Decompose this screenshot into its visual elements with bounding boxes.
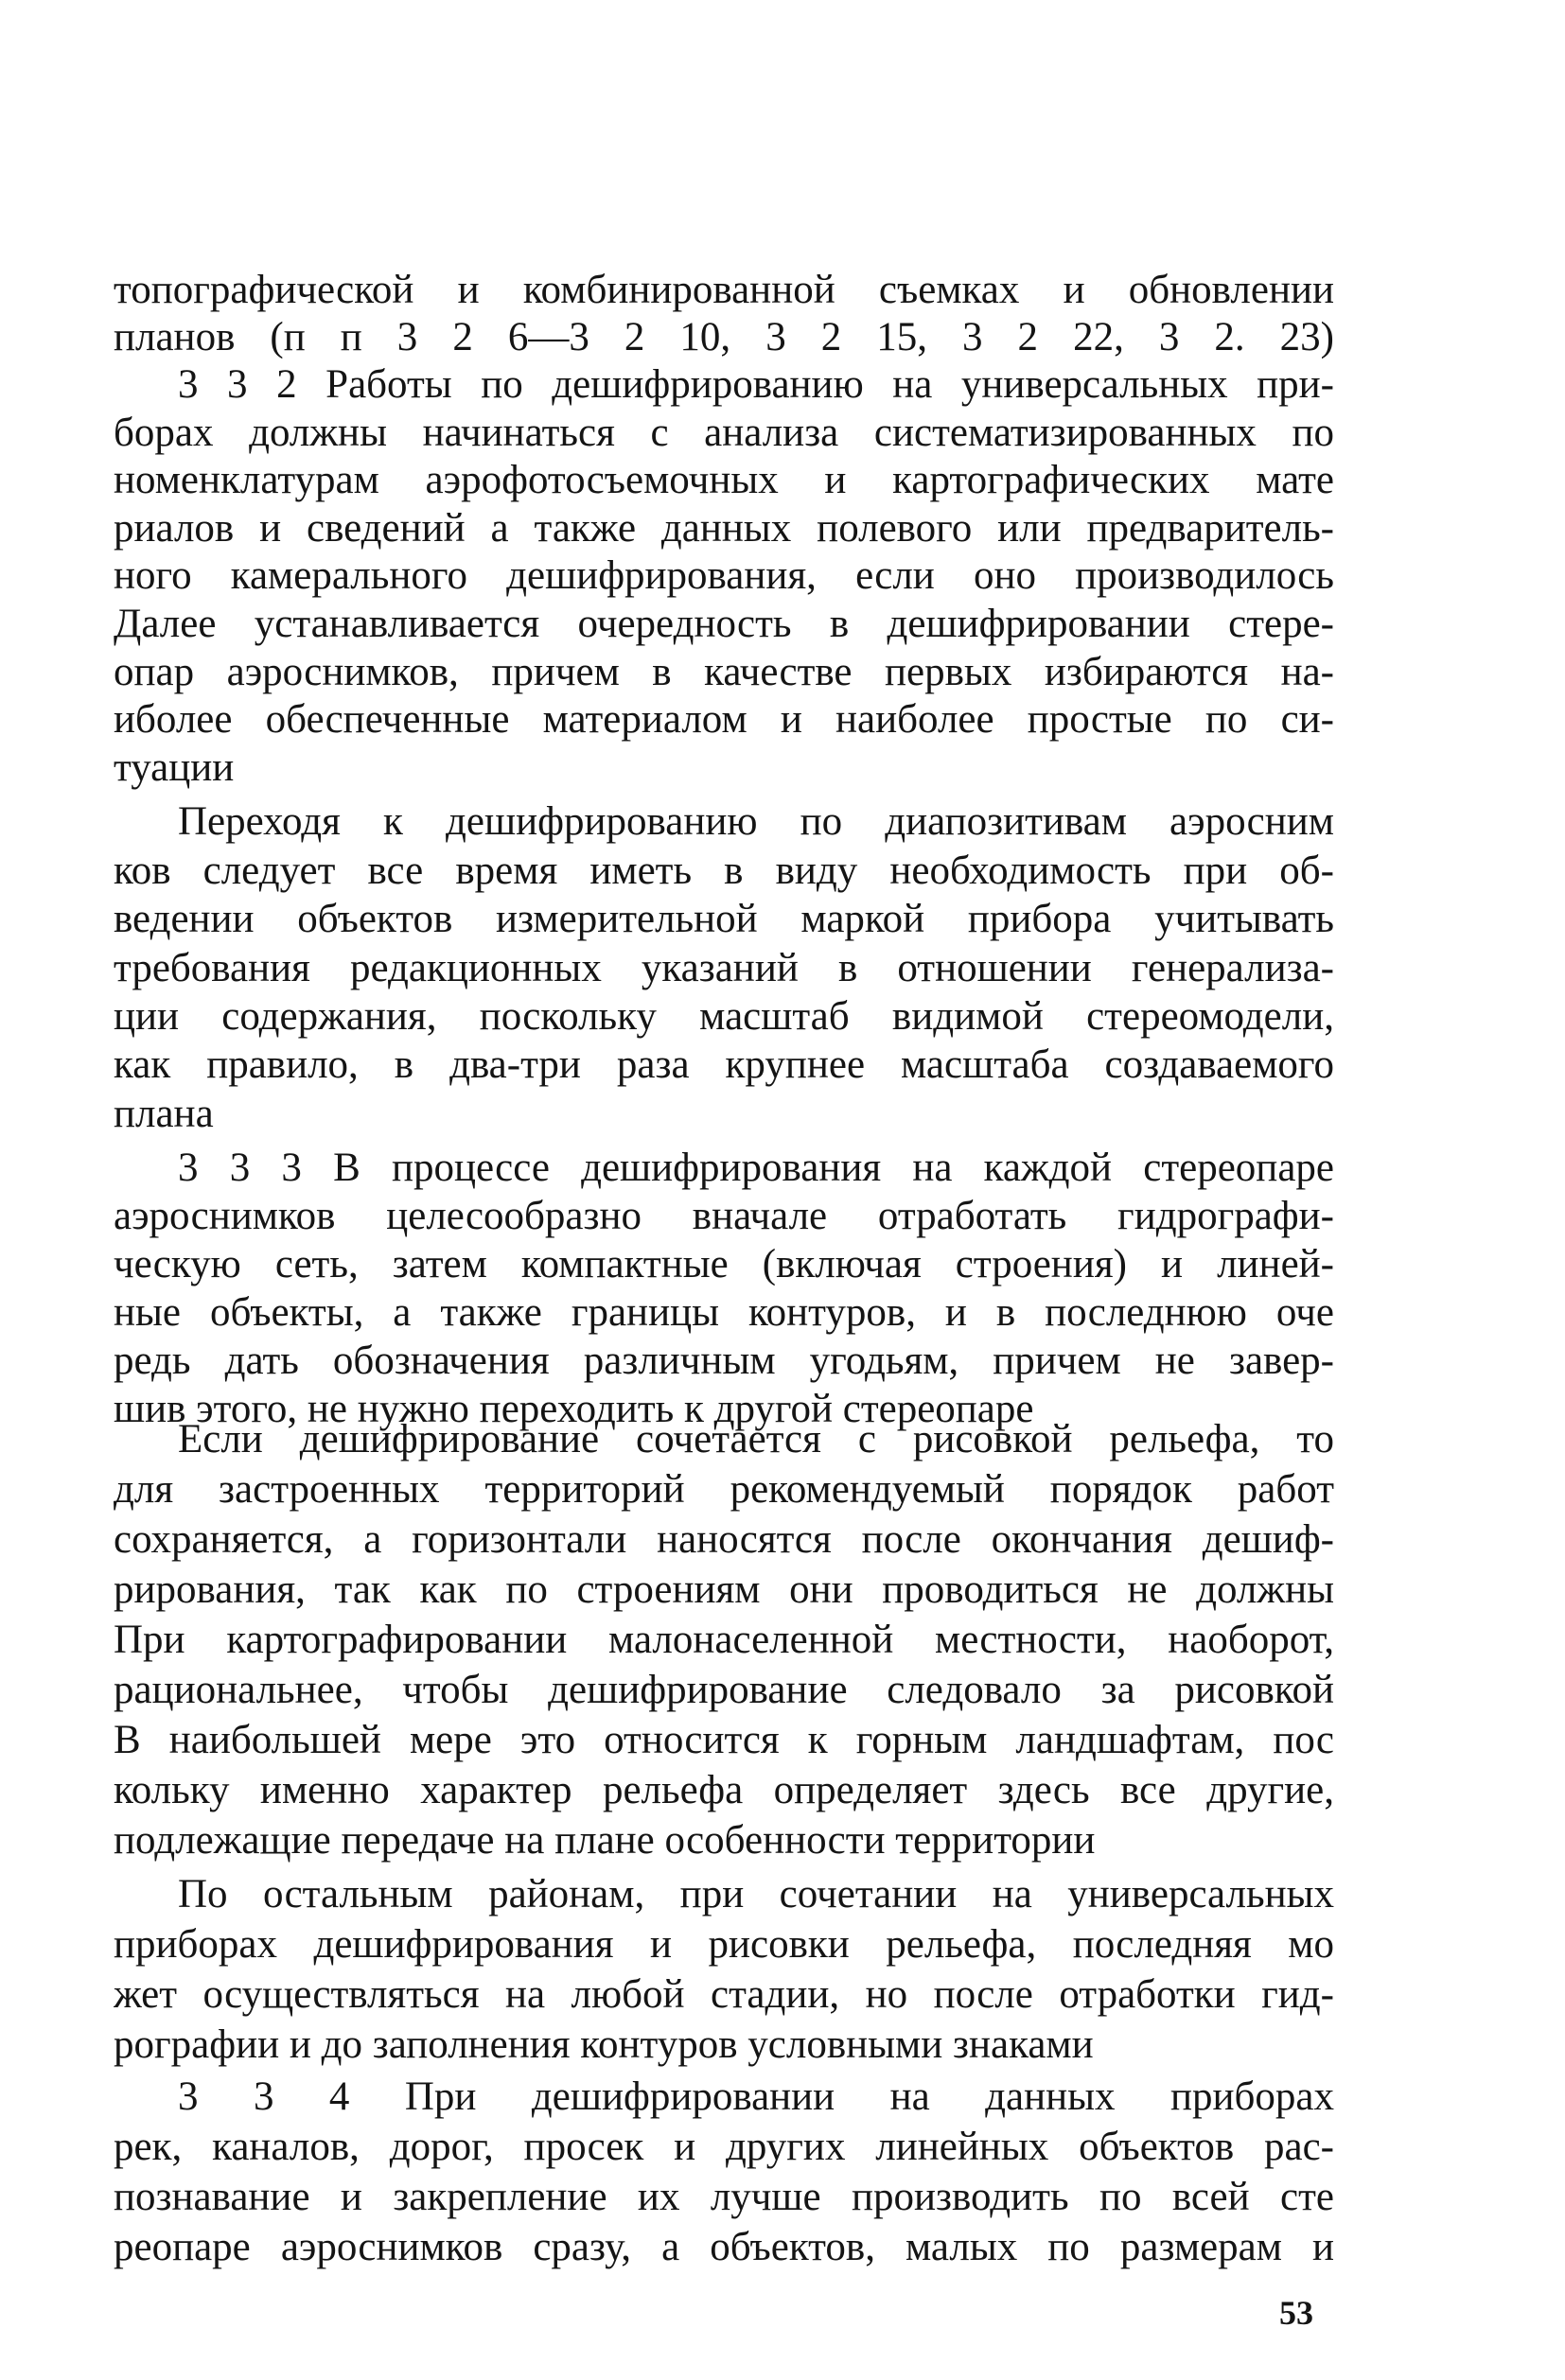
text-line: кольку именно характер рельефа определяет здесь все другие, [114, 1768, 1334, 1812]
text-line: шив этого, не нужно переходить к другой стереопаре [114, 1387, 1034, 1431]
text-line: рирования, так как по строениям они проводиться не должны [114, 1567, 1334, 1612]
text-line: иболее обеспеченные материалом и наиболее простые по си- [114, 697, 1334, 742]
text-line: жет осуществляться на любой стадии, но после отработки гид- [114, 1972, 1334, 2017]
text-line: рографии и до заполнения контуров условными знаками [114, 2022, 1094, 2067]
text-line: риалов и сведений а также данных полевого или предваритель- [114, 506, 1334, 551]
text-line: сохраняется, а горизонтали наносятся после окончания дешиф- [114, 1517, 1334, 1562]
text-line: ции содержания, поскольку масштаб видимой стереомодели, [114, 994, 1334, 1039]
text-line: 3 3 4 При дешифрировании на данных приборах [178, 2074, 1334, 2119]
text-line: ков следует все время иметь в виду необходимость при об- [114, 849, 1334, 893]
text-line: редь дать обозначения различным угодьям, причем не завер- [114, 1339, 1334, 1383]
text-line: познавание и закрепление их лучше производить по всей сте [114, 2175, 1334, 2219]
text-line: плана [114, 1092, 214, 1136]
text-line: требования редакционных указаний в отношении генерализа- [114, 946, 1334, 990]
page-number: 53 [1279, 2294, 1313, 2332]
text-line: приборах дешифрирования и рисовки рельефа, последняя мо [114, 1922, 1334, 1967]
text-line: как правило, в два-три раза крупнее масштаба создаваемого [114, 1042, 1334, 1087]
text-line: подлежащие передаче на плане особенности территории [114, 1818, 1096, 1863]
text-line: 3 3 3 В процессе дешифрирования на каждой стереопаре [178, 1146, 1334, 1190]
text-line: ческую сеть, затем компактные (включая строения) и линей- [114, 1242, 1334, 1286]
text-line: В наибольшей мере это относится к горным ландшафтам, пос [114, 1718, 1334, 1762]
text-line: ного камерального дешифрирования, если оно производилось [114, 553, 1334, 598]
text-line: Далее устанавливается очередность в дешифрировании стере- [114, 602, 1334, 646]
text-line: номенклатурам аэрофотосъемочных и картографических мате [114, 458, 1334, 502]
text-line: По остальным районам, при сочетании на универсальных [178, 1872, 1334, 1916]
text-line: При картографировании малонаселенной местности, наоборот, [114, 1618, 1334, 1662]
text-line: Если дешифрирование сочетается с рисовкой рельефа, то [178, 1417, 1334, 1461]
text-line: для застроенных территорий рекомендуемый порядок работ [114, 1467, 1334, 1512]
text-line: борах должны начинаться с анализа систематизированных по [114, 411, 1334, 455]
text-line: топографической и комбинированной съемках и обновлении [114, 268, 1334, 312]
text-line: рациональнее, чтобы дешифрирование следовало за рисовкой [114, 1668, 1334, 1712]
text-line: опар аэроснимков, причем в качестве первых избираются на- [114, 650, 1334, 694]
text-line: планов (п п 3 2 6—3 2 10, 3 2 15, 3 2 22, 3 2. 23) [114, 315, 1334, 359]
text-line: туации [114, 745, 235, 790]
text-line: ные объекты, а также границы контуров, и в последнюю оче [114, 1290, 1334, 1335]
text-line: реопаре аэроснимков сразу, а объектов, малых по размерам и [114, 2225, 1334, 2269]
text-line: Переходя к дешифрированию по диапозитивам аэросним [178, 799, 1334, 844]
text-line: рек, каналов, дорог, просек и других линейных объектов рас- [114, 2125, 1334, 2169]
text-line: аэроснимков целесообразно вначале отработать гидрографи- [114, 1194, 1334, 1238]
text-line: ведении объектов измерительной маркой прибора учитывать [114, 897, 1334, 941]
text-line: 3 3 2 Работы по дешифрированию на универсальных при- [178, 362, 1334, 407]
